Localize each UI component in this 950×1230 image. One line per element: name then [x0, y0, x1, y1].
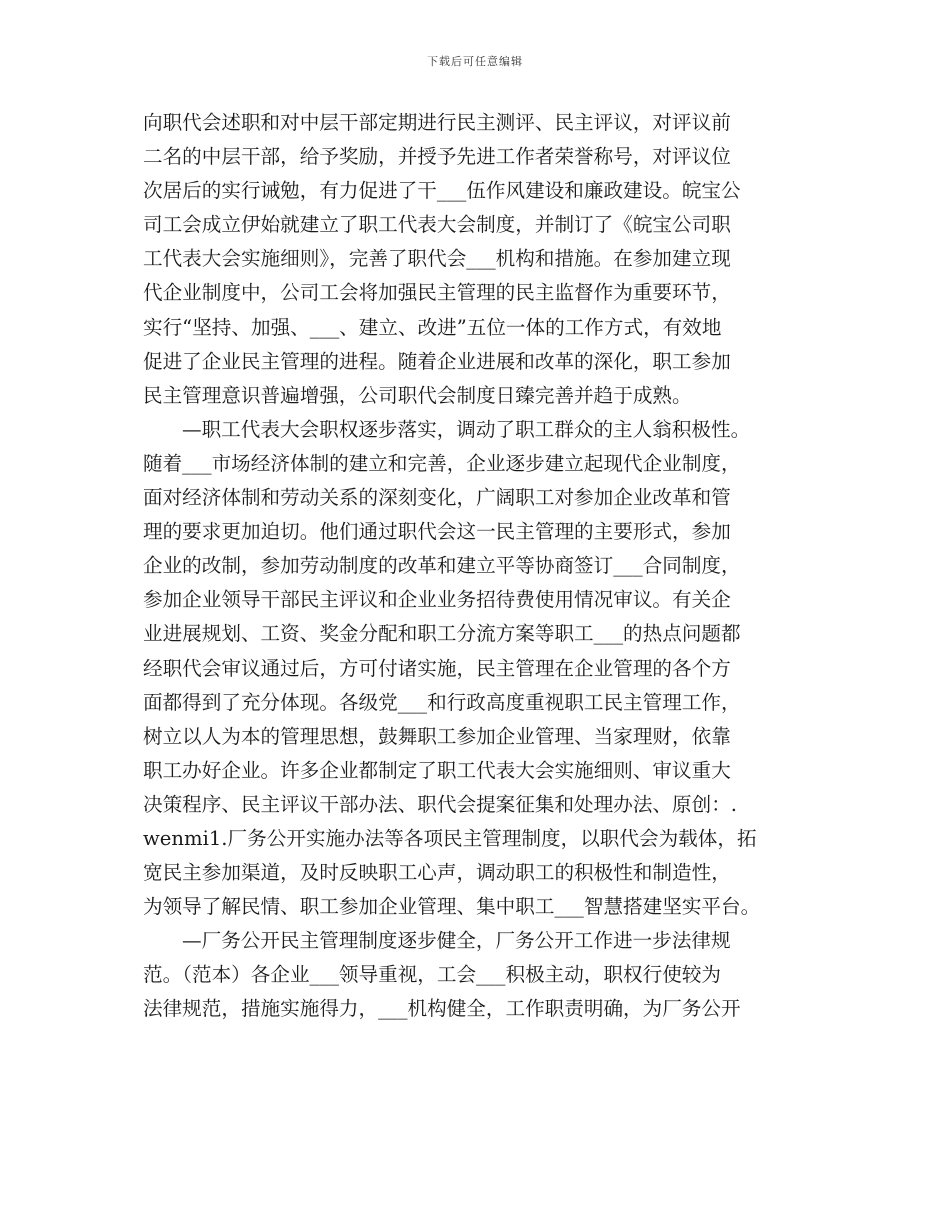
document-body — [143, 106, 815, 1027]
paragraph-start-line: —职工代表大会职权逐步落实，调动了职工群众的主人翁积极性。 — [182, 417, 751, 441]
text-line: 业进展规划、工资、奖金分配和职工分流方案等职工___的热点问题都 — [143, 622, 741, 646]
text-line: 参加企业领导干部民主评议和企业业务招待费使用情况审议。有关企 — [143, 588, 731, 612]
text-line: 理的要求更加迫切。他们通过职代会这一民主管理的主要形式，参加 — [143, 520, 731, 544]
text-line: 面对经济体制和劳动关系的深刻变化，广阔职工对参加企业改革和管 — [143, 486, 731, 510]
text-line: 面都得到了充分体现。各级党___和行政高度重视职工民主管理工作， — [143, 690, 741, 714]
text-line: 促进了企业民主管理的进程。随着企业进展和改革的深化，职工参加 — [143, 349, 731, 373]
text-line: 宽民主参加渠道，及时反映职工心声，调动职工的积极性和制造性， — [143, 861, 731, 885]
text-line: wenmi1.厂务公开实施办法等各项民主管理制度，以职代会为载体，拓 — [143, 826, 757, 850]
text-line: 为领导了解民情、职工参加企业管理、集中职工___智慧搭建坚实平台。 — [143, 895, 761, 919]
text-line: 树立以人为本的管理思想，鼓舞职工参加企业管理、当家理财，依靠 — [143, 724, 731, 748]
text-line: 法律规范，措施实施得力，___机构健全，工作职责明确，为厂务公开 — [143, 997, 741, 1021]
text-line: 范。（范本）各企业___领导重视，工会___积极主动，职权行使较为 — [143, 963, 722, 987]
text-line: 工代表大会实施细则》，完善了职代会___机构和措施。在参加建立现 — [143, 247, 731, 271]
text-line: 民主管理意识普遍增强，公司职代会制度日臻完善并趋于成熟。 — [143, 383, 692, 407]
text-line: 随着___市场经济体制的建立和完善，企业逐步建立起现代企业制度， — [143, 451, 741, 475]
text-line: 经职代会审议通过后，方可付诸实施，民主管理在企业管理的各个方 — [143, 656, 731, 680]
text-line: 代企业制度中，公司工会将加强民主管理的民主监督作为重要环节， — [143, 281, 731, 305]
text-line: 决策程序、民主评议干部办法、职代会提案征集和处理办法、原创：. — [143, 792, 738, 816]
text-line: 企业的改制，参加劳动制度的改革和建立平等协商签订___合同制度， — [143, 554, 741, 578]
text-line: 实行“坚持、加强、___、建立、改进”五位一体的工作方式，有效地 — [143, 315, 722, 339]
paragraph-start-line: —厂务公开民主管理制度逐步健全，厂务公开工作进一步法律规 — [182, 929, 731, 953]
text-line: 次居后的实行诫勉，有力促进了干___伍作风建设和廉政建设。皖宝公 — [143, 179, 741, 203]
page-header: 下载后可任意编辑 — [427, 55, 523, 68]
text-line: 职工办好企业。许多企业都制定了职工代表大会实施细则、审议重大 — [143, 758, 731, 782]
text-line: 向职代会述职和对中层干部定期进行民主测评、民主评议，对评议前 — [143, 111, 731, 134]
text-line: 二名的中层干部，给予奖励，并授予先进工作者荣誉称号，对评议位 — [143, 145, 731, 169]
text-line: 司工会成立伊始就建立了职工代表大会制度，并制订了《皖宝公司职 — [143, 213, 731, 237]
